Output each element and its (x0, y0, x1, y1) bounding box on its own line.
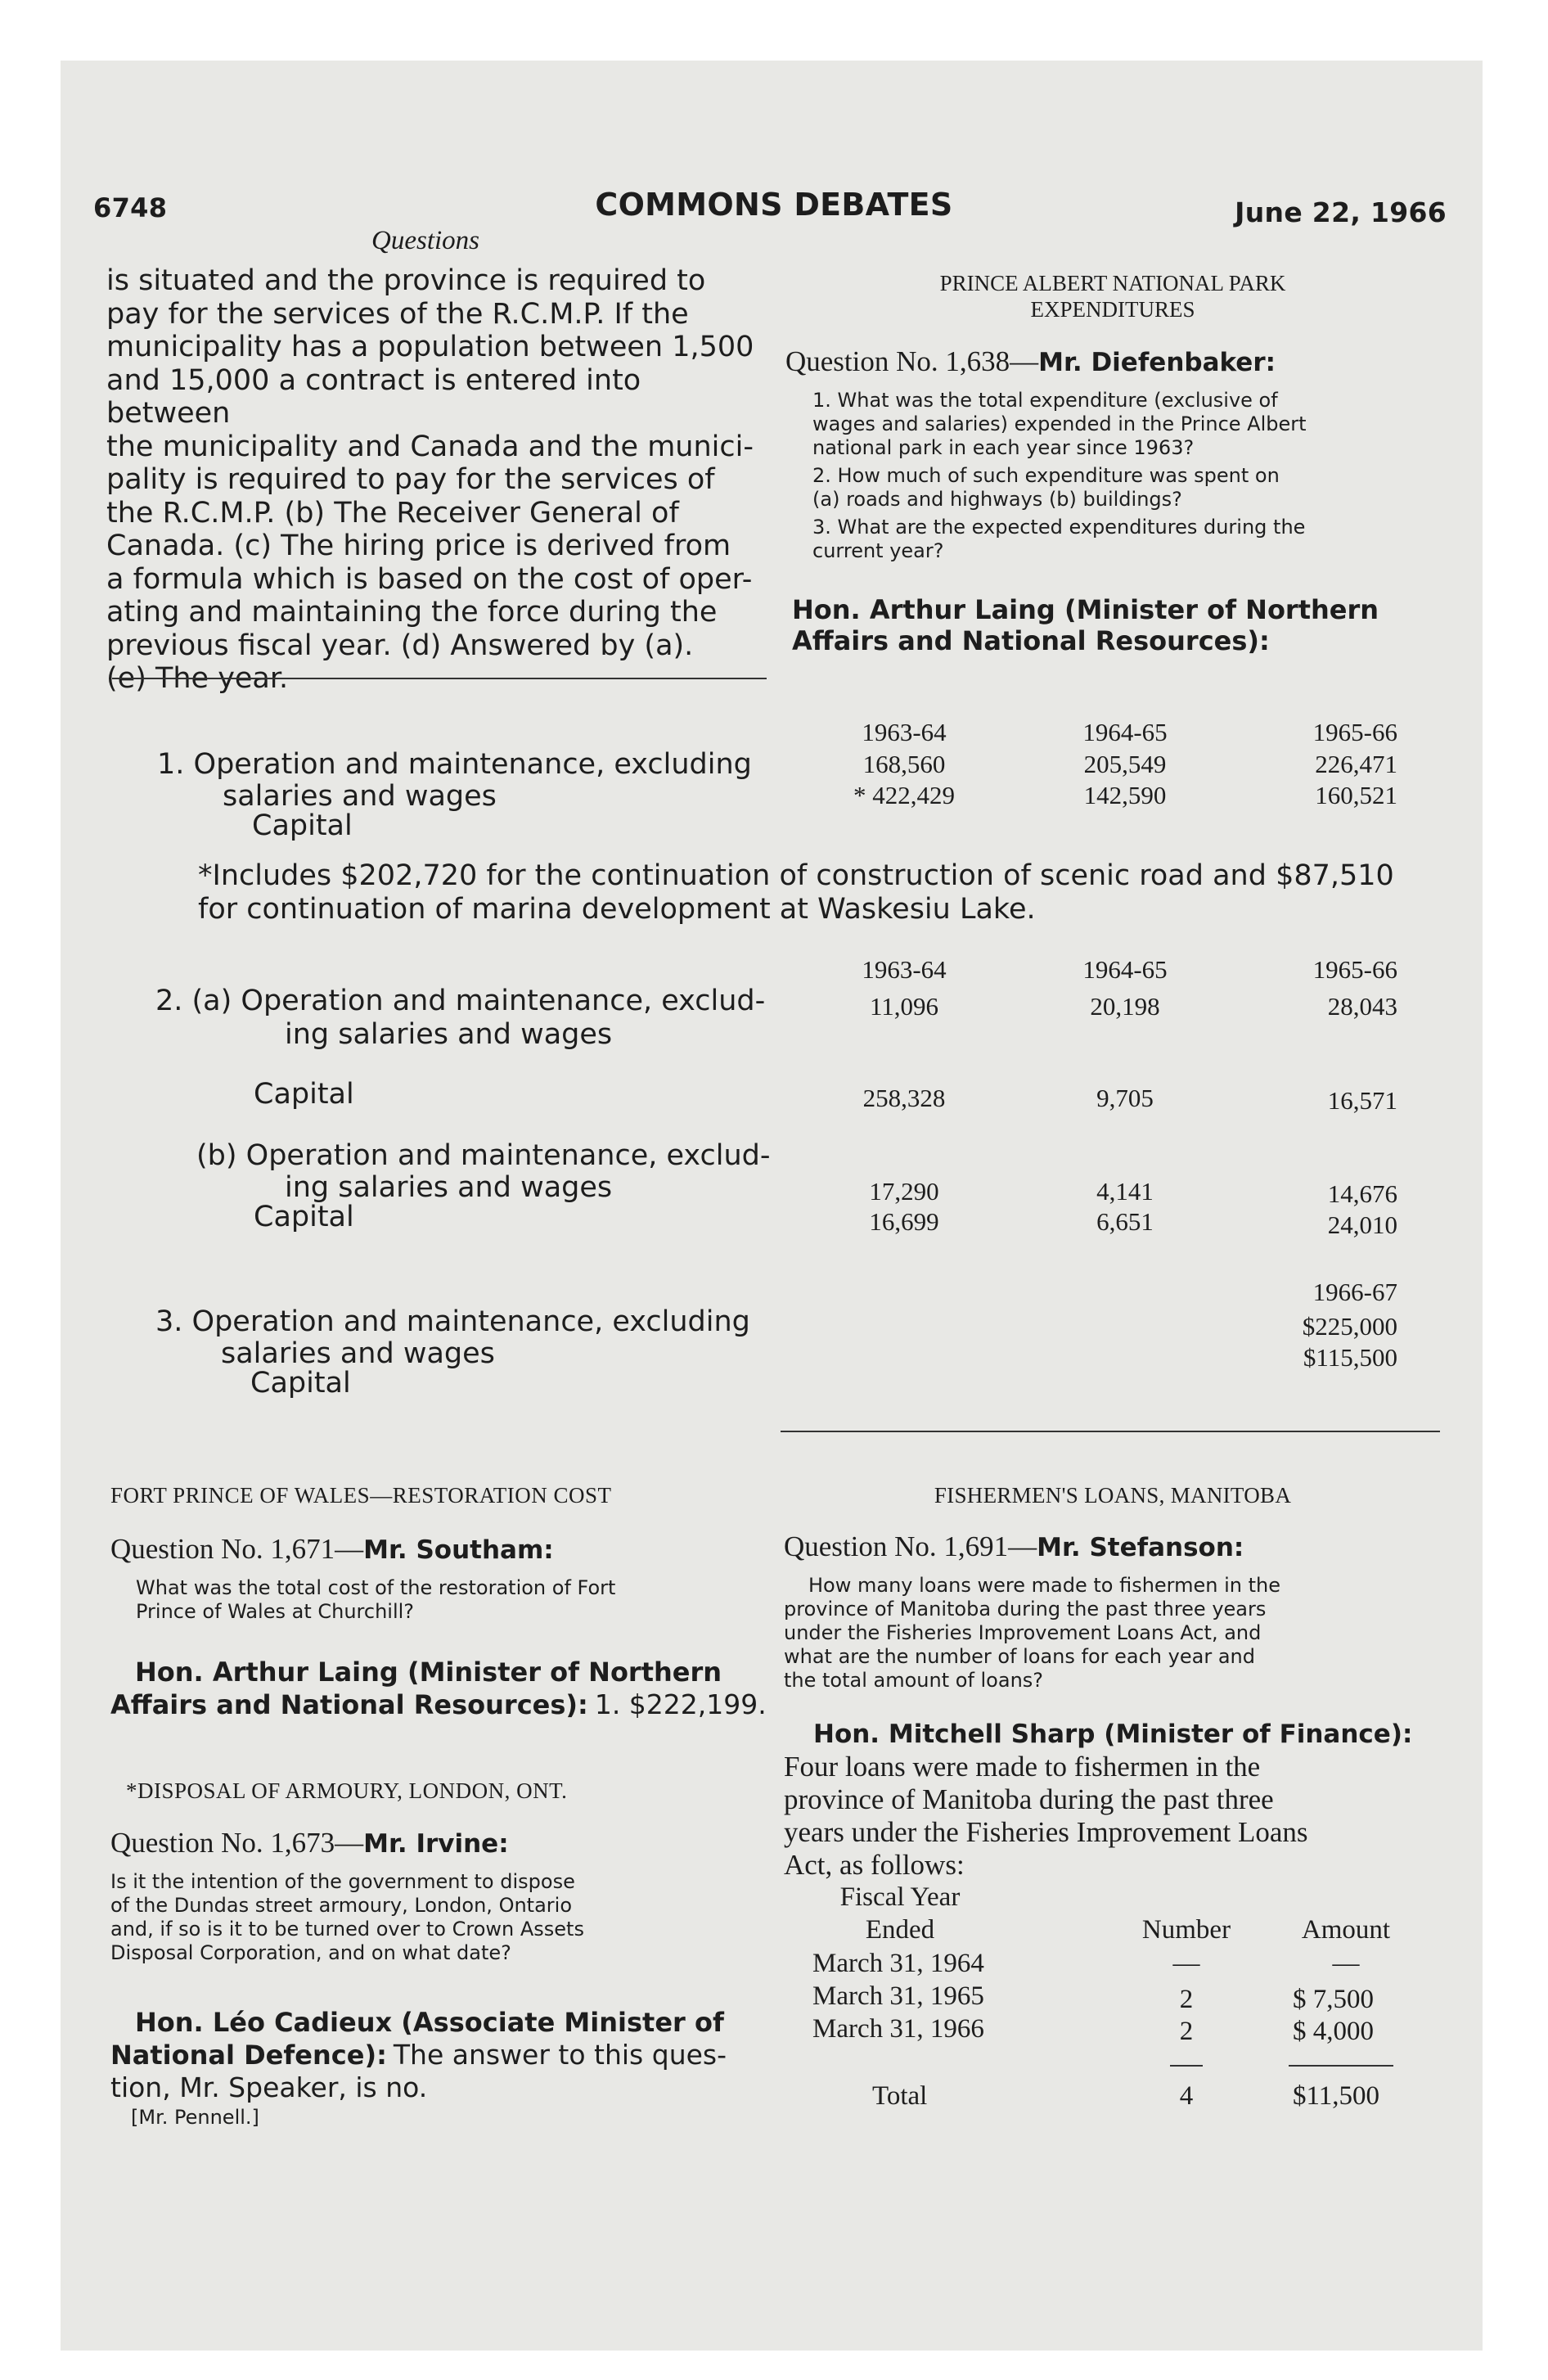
publication-title: COMMONS DEBATES (595, 187, 953, 223)
t3-year: 1966-67 (1312, 1278, 1397, 1306)
section-divider (112, 678, 767, 679)
armoury-question-no: Question No. 1,673—Mr. Irvine: (110, 1827, 509, 1859)
t1-r1-c2: 205,549 (1083, 750, 1167, 778)
t1-r2-c2: 142,590 (1083, 781, 1167, 809)
loans-row-2-amount: $ 7,500 (1293, 1985, 1374, 2014)
t2a-cap-c2: 9,705 (1096, 1084, 1154, 1112)
loans-amount-total-rule (1289, 2065, 1393, 2067)
t1-r1-c3: 226,471 (1315, 750, 1397, 778)
prince-albert-questions: 1. What was the total expenditure (exclusive of wages and salaries) expended in the Prince Albert national park in each year since 1963? 2. How much of such expenditure was spent on (a) roads and highways (b) buildings? 3. What are the expected expenditures during the current year? (812, 389, 1307, 562)
fishermen-question-no: Question No. 1,691—Mr. Stefanson: (784, 1530, 1244, 1562)
loans-total-number: 4 (1179, 2081, 1194, 2111)
armoury-question: Is it the intention of the government to dispose of the Dundas street armoury, London, Ontario and, if so is it to be turned over to Crown Assets Disposal Corporation, and on what date? (110, 1870, 584, 1964)
t2a-cap-c1: 258,328 (862, 1084, 946, 1112)
fort-prince-question: What was the total cost of the restoration of Fort Prince of Wales at Churchill? (136, 1576, 616, 1623)
t1-year-3: 1965-66 (1312, 718, 1397, 746)
loans-total-amount: $11,500 (1293, 2081, 1380, 2111)
page-date: June 22, 1966 (1235, 196, 1447, 228)
t1-r2-c3: 160,521 (1315, 781, 1397, 809)
t1-footnote: *Includes $202,720 for the continuation of construction of scenic road and $87,510 for continuation of marina development at Waskesiu Lake. (198, 859, 1394, 926)
fishermen-question: How many loans were made to fishermen in the province of Manitoba during the past three years under the Fisheries Improvement Loans Act, and what are the number of loans for each year and the total amount of loans? (784, 1574, 1281, 1692)
t1-year-1: 1963-64 (862, 718, 947, 746)
t2b-cap-c2: 6,651 (1096, 1207, 1154, 1236)
loans-col-amount: Amount (1301, 1915, 1391, 1945)
t3-label: 3. Operation and maintenance, excluding salaries and wages Capital (155, 1305, 750, 1400)
t2-year-1: 1963-64 (862, 955, 947, 984)
fishermen-answer: Hon. Mitchell Sharp (Minister of Finance): Four loans were made to fishermen in the province of Manitoba during the past three years under the Fisheries Improvement Loans Act, as follows: (784, 1720, 1413, 1881)
t1-label: 1. Operation and maintenance, excluding salaries and wages Capital (157, 748, 752, 842)
t2a-c3: 28,043 (1327, 992, 1397, 1021)
t2b-cap-c1: 16,699 (869, 1207, 939, 1236)
prince-albert-question-no: Question No. 1,638—Mr. Diefenbaker: (785, 345, 1276, 377)
t2-year-3: 1965-66 (1312, 955, 1397, 984)
armoury-answer: Hon. Léo Cadieux (Associate Minister of National Defence): The answer to this ques- tion, Mr. Speaker, is no. (110, 2007, 727, 2103)
t2a-capital-label: Capital (254, 1078, 354, 1111)
t2b-c1: 17,290 (869, 1177, 939, 1206)
loans-col-fiscal-year: Fiscal Year Ended (839, 1882, 961, 1945)
t2b-c3: 14,676 (1327, 1179, 1397, 1208)
t2b-cap-c3: 24,010 (1327, 1210, 1397, 1239)
t3-value-2: $115,500 (1303, 1343, 1397, 1372)
loans-row-1-number: — (1172, 1949, 1200, 1978)
prince-albert-answer-speaker: Hon. Arthur Laing (Minister of Northern Affairs and National Resources): (792, 594, 1379, 656)
t1-r1-c1: 168,560 (862, 750, 946, 778)
fort-prince-heading: FORT PRINCE OF WALES—RESTORATION COST (110, 1483, 612, 1508)
page-number: 6748 (93, 192, 168, 223)
t1-r2-c1: * 422,429 (853, 781, 955, 809)
loans-row-1-amount: — (1332, 1949, 1360, 1978)
loans-row-2-date: March 31, 1965 (812, 1981, 984, 2011)
section-title: Questions (371, 226, 479, 255)
t2a-c1: 11,096 (869, 992, 939, 1021)
t1-year-2: 1964-65 (1082, 718, 1168, 746)
t2b-c2: 4,141 (1096, 1177, 1154, 1206)
loans-row-3-date: March 31, 1966 (812, 2014, 984, 2044)
speaker-note: [Mr. Pennell.] (131, 2106, 259, 2129)
loans-row-3-amount: $ 4,000 (1293, 2017, 1374, 2046)
loans-row-2-number: 2 (1179, 1985, 1194, 2014)
fishermen-heading: FISHERMEN'S LOANS, MANITOBA (934, 1483, 1292, 1508)
fort-prince-question-no: Question No. 1,671—Mr. Southam: (110, 1533, 554, 1565)
fort-prince-answer: Hon. Arthur Laing (Minister of Northern Affairs and National Resources): 1. $222,199. (110, 1657, 767, 1720)
t2a-cap-c3: 16,571 (1327, 1086, 1397, 1115)
t2a-c2: 20,198 (1090, 992, 1160, 1021)
armoury-heading: *DISPOSAL OF ARMOURY, LONDON, ONT. (126, 1778, 568, 1803)
loans-total-label: Total (872, 2081, 928, 2111)
tables-divider (781, 1431, 1440, 1432)
prince-albert-heading: PRINCE ALBERT NATIONAL PARK EXPENDITURES (939, 271, 1286, 322)
loans-number-total-rule (1170, 2065, 1203, 2067)
t2-year-2: 1964-65 (1082, 955, 1168, 984)
loans-col-number: Number (1141, 1915, 1231, 1945)
t2b-label: (b) Operation and maintenance, exclud- ing salaries and wages Capital (196, 1139, 771, 1233)
loans-row-3-number: 2 (1179, 2017, 1194, 2046)
t2a-label: 2. (a) Operation and maintenance, exclud- ing salaries and wages (155, 985, 766, 1051)
loans-row-1-date: March 31, 1964 (812, 1949, 984, 1978)
t3-value-1: $225,000 (1302, 1312, 1397, 1341)
left-continuation-text: is situated and the province is required to pay for the services of the R.C.M.P. If the municipality has a population between 1,500 and 15,000 a contract is entered into between the municipality and Canada and the munici- pality is required to pay for the services of the R.C.M.P. (b) The Receiver General of Canada. (c) The hiring price is derived from a formula which is based on the cost of oper- ating and maintaining the force during the previous fiscal year. (d) Answered by (a). (e) The year. (106, 264, 754, 695)
